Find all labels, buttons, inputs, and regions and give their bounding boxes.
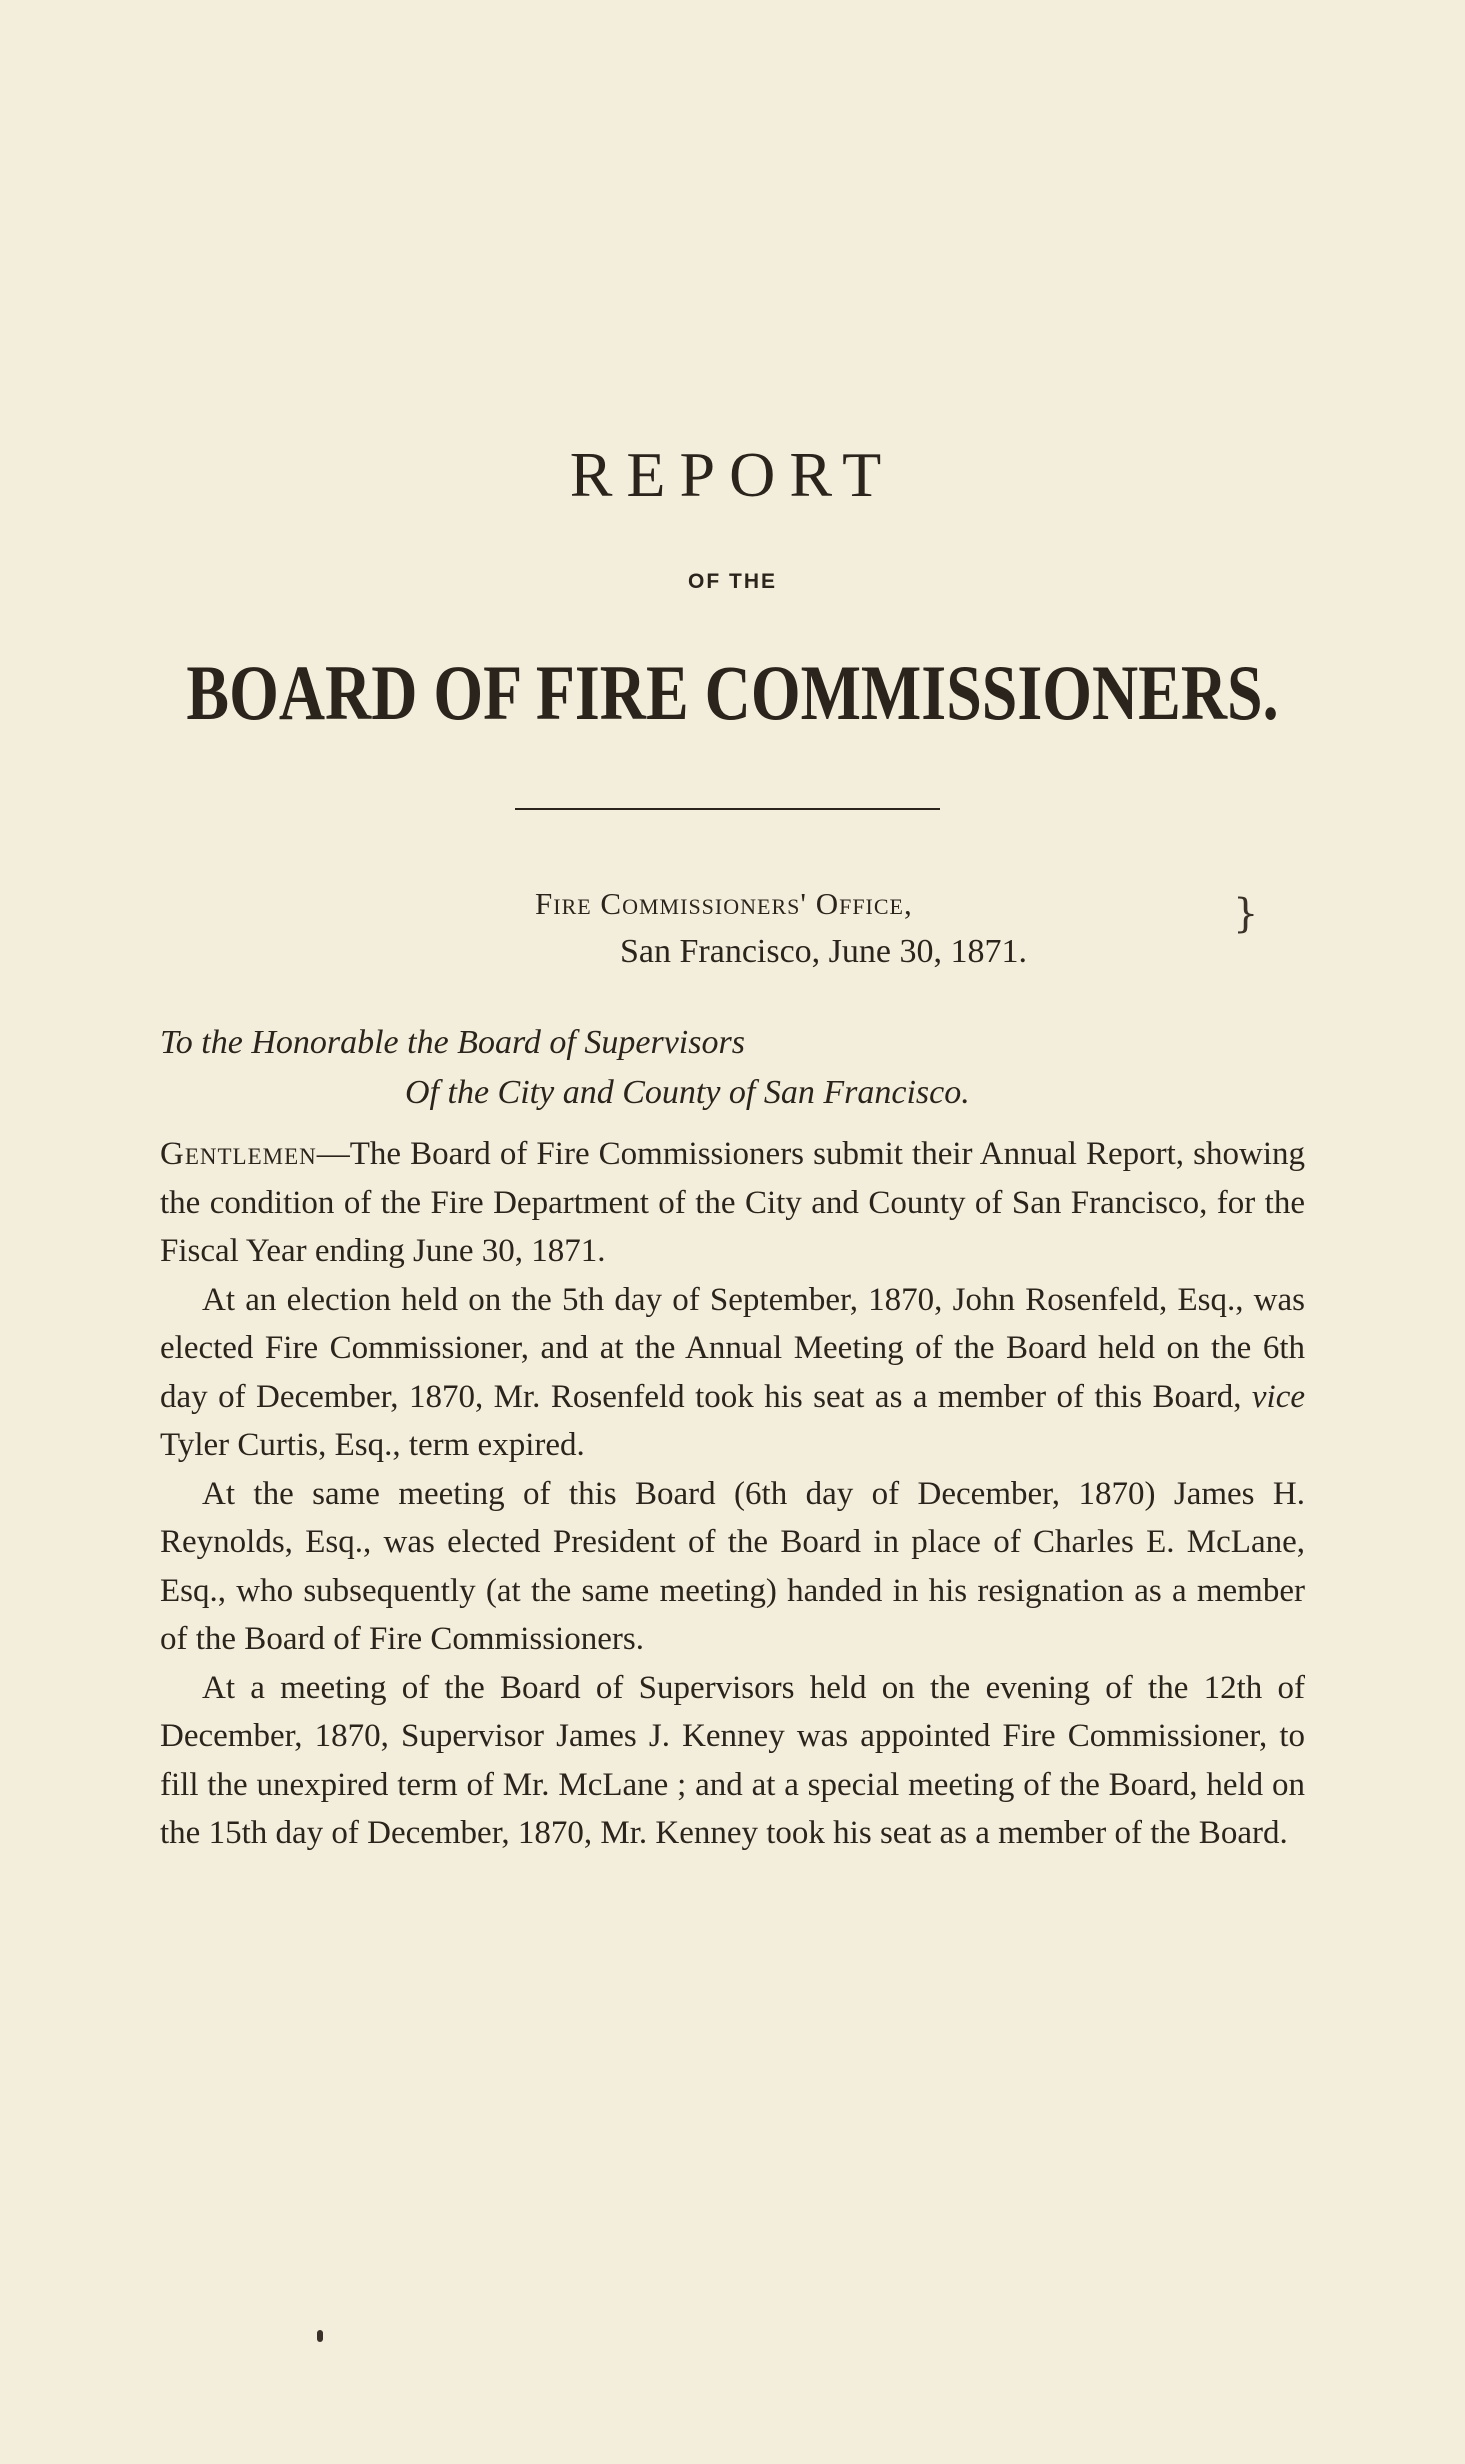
office-name: Fire Commissioners' Office, [535, 886, 913, 921]
title-divider [515, 808, 940, 810]
salutation [160, 1018, 1360, 1118]
of-the-subtitle: OF THE [688, 570, 777, 593]
paragraph-2-text-a: At an election held on the 5th day of September, 1870, John Rosenfeld, Esq., was elected Fire Commissioner, and at the Annual Meeting of the Board held on the 6th day of December, 1870, Mr. Rosenfeld took his seat as a member of this Board, [160, 1281, 1305, 1415]
report-title: REPORT [569, 439, 896, 510]
paragraph-2 [160, 1276, 1305, 1470]
salutation-line-1: To the Honorable the Board of Supervisors [160, 1024, 745, 1061]
paragraph-1-text: —The Board of Fire Commissioners submit their Annual Report, showing the condition of the Fire Department of the City and County of San Francisco, for the Fiscal Year ending June 30, 1871. [160, 1136, 1305, 1269]
paragraph-4: At a meeting of the Board of Supervisors held on the evening of the 12th of December, 1870, Supervisor James J. Kenney was appointed Fire Commissioner, to fill the unexpired term of Mr. McLane ; and at a special meeting of the Board, held on the 15th day of December, 1870, Mr. Kenney took his seat as a member of the Board. [160, 1669, 1305, 1851]
salutation-line-2: Of the City and County of San Francisco. [405, 1074, 970, 1111]
office-date: San Francisco, June 30, 1871. [620, 933, 1028, 970]
brace-icon: } [1233, 891, 1259, 937]
paragraph-2-text-b: Tyler Curtis, Esq., term expired. [160, 1427, 585, 1463]
board-title: BOARD OF FIRE COMMISSIONERS. [186, 649, 1279, 736]
office-dateline [535, 880, 1155, 976]
report-body [160, 1130, 1305, 1858]
ink-mark [317, 2330, 323, 2342]
paragraph-3: At the same meeting of this Board (6th day of December, 1870) James H. Reynolds, Esq., was elected President of the Board in place of Charles E. McLane, Esq., who subsequently (at the same meeting) handed in his resignation as a member of the Board of Fire Commissioners. [160, 1475, 1305, 1657]
paragraph-2-vice: vice [1251, 1378, 1306, 1415]
greeting: Gentlemen [160, 1136, 317, 1172]
paragraph-1 [160, 1130, 1305, 1276]
